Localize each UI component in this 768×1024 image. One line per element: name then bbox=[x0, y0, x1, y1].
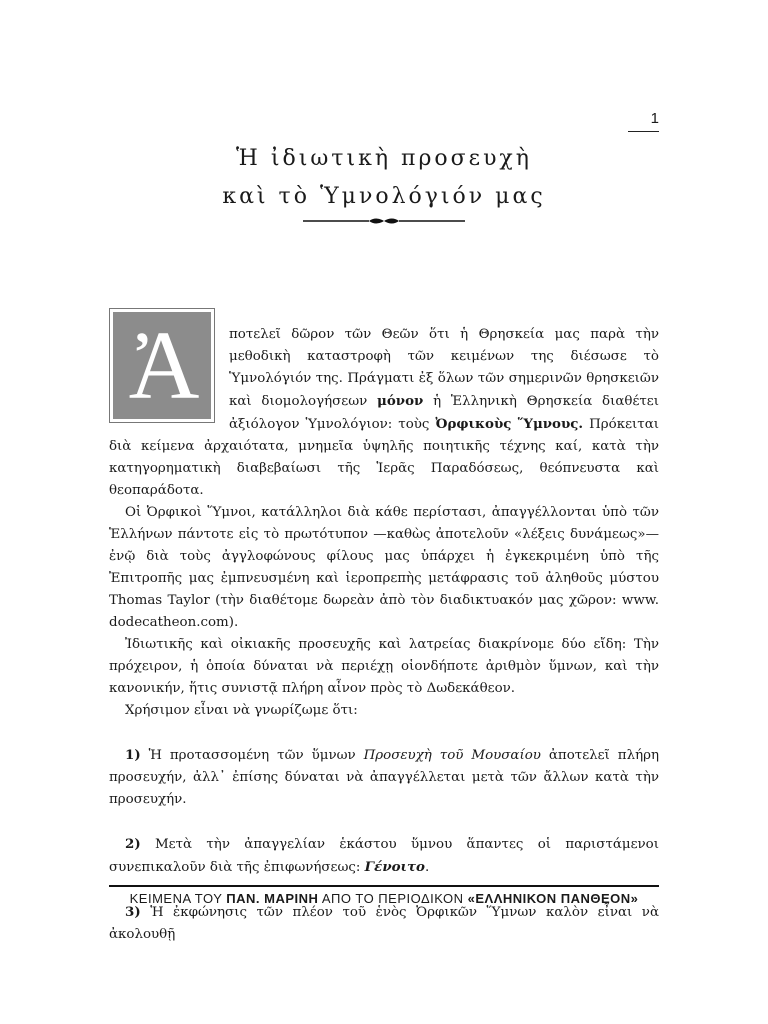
item-italic: Γένοιτο bbox=[364, 859, 425, 875]
item-text-2: ἀποτελεῖ πλήρη προσευχήν, ἀλλ᾽ ἐπίσης δύναται νὰ ἀπαγγέλλεται μετὰ τῶν ἄλλων κατὰ τὴν προσευχήν. bbox=[109, 748, 659, 807]
page-footer bbox=[109, 891, 659, 906]
footer-rule bbox=[109, 885, 659, 887]
paragraph-1-text-2: ἡ Ἑλληνικὴ Θρησκεία διαθέτει ἀξιόλογον Ὑμνολόγιον: τοὺς bbox=[229, 394, 659, 432]
footer-text-2: ΑΠΟ ΤΟ ΠΕΡΙΟΔΙΚΟΝ bbox=[318, 891, 468, 906]
item-number: 3) bbox=[125, 904, 141, 920]
title-ornament bbox=[303, 215, 465, 227]
body-text bbox=[109, 324, 659, 946]
item-text: Μετὰ τὴν ἀπαγγελίαν ἑκάστου ὕμνου ἅπαντες οἱ παριστάμενοι συνεπικαλοῦν διὰ τῆς ἐπιφωνήσεως: bbox=[109, 837, 659, 875]
drop-cap-letter: Ἀ bbox=[113, 312, 211, 419]
numbered-item-3 bbox=[109, 901, 659, 946]
drop-cap-space bbox=[109, 324, 229, 424]
paragraph-1 bbox=[109, 324, 659, 502]
footer-text: ΚΕΙΜΕΝΑ ΤΟΥ bbox=[129, 891, 227, 906]
item-number: 1) bbox=[125, 747, 141, 763]
footer-journal: «ΕΛΛΗΝΙΚΟΝ ΠΑΝΘΕΟΝ» bbox=[467, 891, 639, 906]
title-line-1: Ἡ ἰδιωτικὴ προσευχὴ bbox=[236, 146, 532, 171]
numbered-item-2 bbox=[109, 833, 659, 879]
numbered-item-1 bbox=[109, 744, 659, 811]
page-title bbox=[0, 140, 768, 216]
page-number-rule bbox=[628, 131, 659, 132]
item-text-2: . bbox=[424, 860, 430, 875]
item-italic: Προσευχὴ τοῦ Μουσαίου bbox=[363, 748, 541, 763]
paragraph-1-bold-2: Ὀρφικοὺς Ὕμνους. bbox=[435, 416, 584, 432]
footer-author: ΠΑΝ. ΜΑΡΙΝΗ bbox=[226, 891, 319, 906]
item-text: Ἡ ἐκφώνησις τῶν πλέον τοῦ ἑνὸς Ὀρφικῶν Ὕμνων καλὸν εἶναι νὰ ἀκολουθῇ bbox=[109, 905, 659, 942]
paragraph-1-bold: μόνον bbox=[377, 393, 424, 409]
paragraph-1-text-3: Πρόκειται διὰ κείμενα ἀρχαιότατα, μνημεῖα ὑψηλῆς ποιητικῆς τέχνης καί, κατὰ τὴν κατηγορηματικὴ διαβεβαίωσι τῆς Ἱερᾶς Παραδόσεως, θεόπνευστα καὶ θεοπαράδοτα. bbox=[109, 417, 659, 498]
paragraph-2: Οἱ Ὀρφικοὶ Ὕμνοι, κατάλληλοι διὰ κάθε περίστασι, ἀπαγγέλλονται ὑπὸ τῶν Ἑλλήνων πάντοτε εἰς τὸ πρωτότυπον —καθὼς ἀποτελοῦν «λέξεις δυνάμεως»— ἐνῷ διὰ τοὺς ἀγγλοφώνους φίλους μας ὑπάρχει ἡ ἐγκεκριμένη ὑπὸ τῆς Ἐπιτροπῆς μας ἐμπνευσμένη καὶ ἱεροπρεπὴς μετάφρασις τοῦ ἀληθοῦς μύστου Thomas Taylor (τὴν διαθέτομε δωρεὰν ἀπὸ τὸν διαδικτυακόν μας χῶρον: www. dodecatheon.com). bbox=[109, 505, 659, 630]
paragraph-1-text: ποτελεῖ δῶρον τῶν Θεῶν ὅτι ἡ Θρησκεία μας παρὰ τὴν μεθοδικὴ καταστροφὴ τῶν κειμένων της διέσωσε τὸ Ὑμνολόγιόν της. Πράγματι ἐξ ὅλων τῶν σημερινῶν θρησκειῶν καὶ διομολογήσεων bbox=[229, 327, 659, 409]
page-number: 1 bbox=[650, 110, 659, 127]
item-text: Ἡ προτασσομένη τῶν ὕμνων bbox=[140, 748, 364, 763]
item-number: 2) bbox=[125, 836, 141, 852]
title-line-2: καὶ τὸ Ὑμνολόγιόν μας bbox=[222, 184, 546, 209]
paragraph-3: Ἰδιωτικῆς καὶ οἰκιακῆς προσευχῆς καὶ λατρείας διακρίνομε δύο εἴδη: Τὴν πρόχειρον, ἡ ὁποία δύναται νὰ περιέχῃ οἱονδήποτε ἀριθμὸν ὕμνων, καὶ τὴν κανονικήν, ἥτις συνιστᾷ πλήρη αἶνον πρὸς τὸ Δωδεκάθεον. bbox=[109, 637, 659, 696]
paragraph-4: Χρήσιμον εἶναι νὰ γνωρίζωμε ὅτι: bbox=[125, 703, 358, 718]
